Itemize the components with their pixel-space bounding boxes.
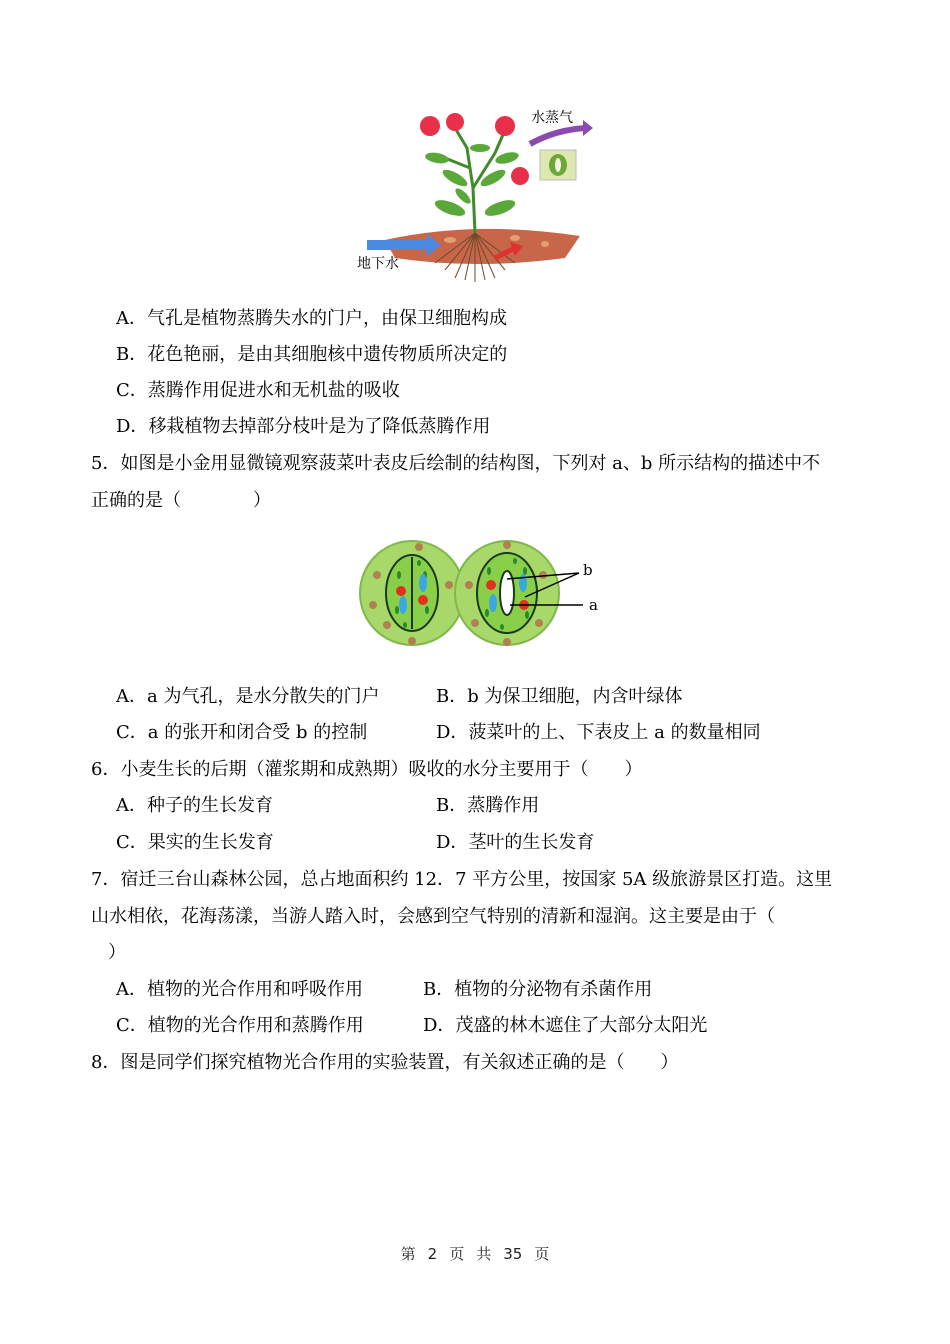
q4-option-d: D．移栽植物去掉部分枝叶是为了降低蒸腾作用	[116, 416, 491, 437]
page-footer: 第 2 页 共 35 页	[400, 1245, 550, 1263]
q7-option-d: D．茂盛的林木遮住了大部分太阳光	[423, 1015, 708, 1036]
q5-option-d: D．菠菜叶的上、下表皮上 a 的数量相同	[436, 722, 761, 743]
q7-option-c: C．植物的光合作用和蒸腾作用	[116, 1015, 364, 1036]
q7-stem-line1: 7．宿迁三台山森林公园，总占地面积约 12．7 平方公里，按国家 5A 级旅游景区打造。这里	[91, 869, 833, 890]
q4-option-a: A．气孔是植物蒸腾失水的门户，由保卫细胞构成	[116, 308, 507, 329]
q7-option-a: A．植物的光合作用和呼吸作用	[116, 979, 363, 1000]
water-vapor-arrow	[530, 128, 585, 144]
label-b: b	[583, 561, 593, 579]
q6-option-d: D．茎叶的生长发育	[436, 832, 595, 853]
q7-option-b: B．植物的分泌物有杀菌作用	[423, 979, 653, 1000]
q6-stem: 6．小麦生长的后期（灌浆期和成熟期）吸收的水分主要用于（ ）	[91, 759, 643, 780]
q6-option-a: A．种子的生长发育	[116, 795, 273, 816]
q4-option-b: B．花色艳丽，是由其细胞核中遗传物质所决定的	[116, 344, 508, 365]
q4-option-c: C．蒸腾作用促进水和无机盐的吸收	[116, 380, 400, 401]
q5-option-c: C．a 的张开和闭合受 b 的控制	[116, 722, 368, 743]
q5-option-a: A．a 为气孔，是水分散失的门户	[116, 686, 380, 707]
groundwater-arrow	[367, 240, 427, 250]
q5-stem-line1: 5．如图是小金用显微镜观察菠菜叶表皮后绘制的结构图，下列对 a、b 所示结构的描述中不	[91, 453, 821, 474]
stomata-figure	[357, 535, 607, 655]
q5-stem-line2: 正确的是（ ）	[91, 490, 271, 511]
q8-stem: 8．图是同学们探究植物光合作用的实验装置，有关叙述正确的是（ ）	[91, 1052, 679, 1073]
label-a: a	[589, 596, 598, 614]
groundwater-label: 地下水	[357, 256, 399, 272]
water-vapor-label: 水蒸气	[531, 110, 573, 126]
q6-option-b: B．蒸腾作用	[436, 795, 540, 816]
q6-option-c: C．果实的生长发育	[116, 832, 274, 853]
plant-transpiration-figure	[355, 108, 595, 283]
q7-stem-line3: ）	[108, 942, 126, 963]
q7-stem-line2: 山水相依，花海荡漾，当游人踏入时，会感到空气特别的清新和湿润。这主要是由于（	[91, 906, 775, 927]
stoma-a	[500, 571, 514, 615]
q5-option-b: B．b 为保卫细胞，内含叶绿体	[436, 686, 683, 707]
